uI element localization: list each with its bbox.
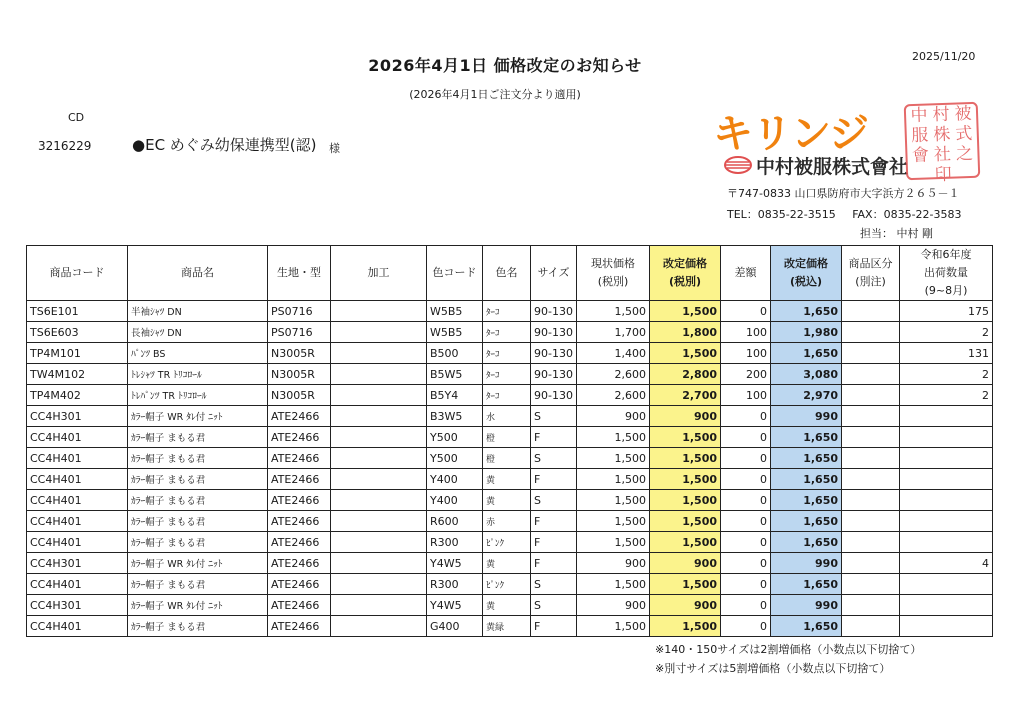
cell-category [842,595,900,616]
cell-color-code: Y4W5 [427,553,483,574]
cell-processing [331,385,427,406]
cell-code: TS6E101 [27,301,128,322]
cell-category [842,532,900,553]
header-material: 生地・型 [268,246,331,301]
seal-char: 會 [911,145,930,167]
cell-category [842,490,900,511]
cell-category [842,448,900,469]
cell-processing [331,322,427,343]
cell-code: TP4M101 [27,343,128,364]
cell-size: 90-130 [531,385,577,406]
cell-color-name: 黄 [483,469,531,490]
cell-color-code: R300 [427,532,483,553]
cell-name: 長袖ｼｬﾂ DN [128,322,268,343]
cell-current-price: 1,500 [577,616,650,637]
cell-material: ATE2466 [268,574,331,595]
cell-processing [331,406,427,427]
cell-current-price: 1,500 [577,427,650,448]
cell-material: ATE2466 [268,427,331,448]
customer-cd-label: CD [68,111,85,124]
document-title: 2026年4月1日 価格改定のお知らせ [368,56,642,75]
cell-new-price: 900 [650,553,721,574]
header-color-name: 色名 [483,246,531,301]
cell-category [842,322,900,343]
cell-new-price: 1,500 [650,616,721,637]
cell-shipments: 2 [900,364,993,385]
cell-code: TS6E603 [27,322,128,343]
seal-char: 印 [934,164,953,186]
cell-current-price: 900 [577,406,650,427]
cell-size: S [531,595,577,616]
table-row [27,490,993,511]
header-color-code: 色コード [427,246,483,301]
cell-diff: 100 [721,385,771,406]
cell-current-price: 1,500 [577,532,650,553]
cell-new-price-tax: 1,980 [771,322,842,343]
cell-size: F [531,553,577,574]
cell-shipments: 4 [900,553,993,574]
cell-color-name: 水 [483,406,531,427]
cell-current-price: 900 [577,595,650,616]
cell-new-price: 2,700 [650,385,721,406]
cell-size: F [531,532,577,553]
cell-category [842,427,900,448]
cell-code: CC4H301 [27,595,128,616]
seal-char: 服 [910,125,929,147]
cell-processing [331,301,427,322]
header-new-price: 改定価格 (税別) [650,246,721,301]
cell-diff: 0 [721,511,771,532]
cell-new-price-tax: 1,650 [771,574,842,595]
cell-new-price-tax: 990 [771,406,842,427]
cell-color-code: Y500 [427,448,483,469]
cell-material: PS0716 [268,322,331,343]
cell-color-code: Y400 [427,490,483,511]
cell-new-price: 2,800 [650,364,721,385]
table-body [27,301,993,637]
cell-name: ｶﾗｰ帽子 まもる君 [128,469,268,490]
cell-size: S [531,490,577,511]
cell-name: ﾄﾚｼｬﾂ TR ﾄﾘｺﾛｰﾙ [128,364,268,385]
cell-category [842,511,900,532]
customer-honorific: 様 [329,142,340,155]
cell-color-name: ﾀｰｺ [483,322,531,343]
cell-color-name: 黄 [483,490,531,511]
seal-char: 社 [933,144,952,166]
cell-color-code: Y400 [427,469,483,490]
cell-color-name: 黄 [483,553,531,574]
cell-name: ｶﾗｰ帽子 WR ﾀﾚ付 ﾆｯﾄ [128,406,268,427]
table-row [27,448,993,469]
note-size-surcharge: ※140・150サイズは2割増価格（小数点以下切捨て） [655,643,922,656]
cell-color-code: R300 [427,574,483,595]
cell-color-code: B500 [427,343,483,364]
cell-category [842,469,900,490]
table-row [27,532,993,553]
cell-new-price: 1,500 [650,574,721,595]
cell-color-name: ﾀｰｺ [483,385,531,406]
cell-code: CC4H401 [27,448,128,469]
table-row [27,616,993,637]
cell-current-price: 1,500 [577,301,650,322]
cell-diff: 0 [721,469,771,490]
brand-mark-icon [724,156,752,174]
cell-new-price-tax: 1,650 [771,301,842,322]
cell-shipments [900,595,993,616]
cell-shipments: 175 [900,301,993,322]
cell-color-code: Y500 [427,427,483,448]
cell-color-name: ﾋﾟﾝｸ [483,574,531,595]
cell-name: ｶﾗｰ帽子 まもる君 [128,490,268,511]
cell-shipments [900,490,993,511]
cell-size: F [531,427,577,448]
company-logo-katakana: キリンジ [713,111,868,157]
cell-size: 90-130 [531,343,577,364]
table-row [27,595,993,616]
cell-new-price: 1,500 [650,448,721,469]
cell-category [842,301,900,322]
cell-size: 90-130 [531,364,577,385]
table-row [27,406,993,427]
table-row [27,301,993,322]
cell-shipments [900,406,993,427]
cell-diff: 0 [721,427,771,448]
cell-processing [331,574,427,595]
seal-char: 村 [932,104,950,126]
seal-char: 株 [932,124,951,146]
cell-material: ATE2466 [268,511,331,532]
cell-code: CC4H401 [27,574,128,595]
cell-name: ｶﾗｰ帽子 WR ﾀﾚ付 ﾆｯﾄ [128,553,268,574]
cell-color-name: 黄 [483,595,531,616]
cell-shipments [900,448,993,469]
header-size: サイズ [531,246,577,301]
cell-color-code: W5B5 [427,301,483,322]
table-row [27,364,993,385]
cell-category [842,553,900,574]
company-address: 〒747-0833 山口県防府市大字浜方２６５－１ [727,187,960,200]
cell-processing [331,553,427,574]
cell-size: 90-130 [531,322,577,343]
cell-name: ﾄﾚﾊﾟﾝﾂ TR ﾄﾘｺﾛｰﾙ [128,385,268,406]
cell-new-price: 1,500 [650,427,721,448]
cell-diff: 0 [721,553,771,574]
cell-shipments [900,532,993,553]
cell-new-price: 1,500 [650,532,721,553]
cell-diff: 0 [721,490,771,511]
cell-shipments [900,469,993,490]
table-row [27,553,993,574]
cell-processing [331,511,427,532]
seal-char: 之 [955,143,974,165]
cell-shipments [900,616,993,637]
cell-size: F [531,511,577,532]
cell-new-price: 1,500 [650,490,721,511]
cell-size: S [531,574,577,595]
cell-shipments: 131 [900,343,993,364]
cell-material: ATE2466 [268,553,331,574]
cell-material: N3005R [268,385,331,406]
cell-color-code: Y4W5 [427,595,483,616]
cell-name: ｶﾗｰ帽子 まもる君 [128,448,268,469]
cell-color-name: ﾀｰｺ [483,301,531,322]
cell-color-name: ﾀｰｺ [483,343,531,364]
cell-new-price: 1,500 [650,469,721,490]
cell-new-price: 900 [650,595,721,616]
cell-shipments [900,574,993,595]
cell-category [842,574,900,595]
cell-name: ｶﾗｰ帽子 まもる君 [128,532,268,553]
cell-color-name: 橙 [483,427,531,448]
cell-shipments: 2 [900,385,993,406]
cell-new-price: 1,800 [650,322,721,343]
header-code: 商品コード [27,246,128,301]
cell-current-price: 1,500 [577,574,650,595]
cell-color-code: R600 [427,511,483,532]
cell-diff: 100 [721,343,771,364]
cell-color-code: G400 [427,616,483,637]
seal-char: 被 [954,103,972,125]
cell-current-price: 1,400 [577,343,650,364]
cell-diff: 0 [721,301,771,322]
cell-new-price-tax: 1,650 [771,343,842,364]
cell-name: 半袖ｼｬﾂ DN [128,301,268,322]
cell-color-name: 赤 [483,511,531,532]
cell-current-price: 1,500 [577,469,650,490]
cell-color-code: B3W5 [427,406,483,427]
table-row [27,469,993,490]
cell-material: ATE2466 [268,532,331,553]
cell-color-name: 黄緑 [483,616,531,637]
cell-code: CC4H401 [27,532,128,553]
cell-code: CC4H401 [27,427,128,448]
cell-processing [331,595,427,616]
cell-new-price-tax: 3,080 [771,364,842,385]
company-phone-fax: TEL：0835-22-3515 FAX：0835-22-3583 [727,208,962,221]
cell-color-name: ﾋﾟﾝｸ [483,532,531,553]
cell-new-price: 1,500 [650,301,721,322]
cell-color-code: B5W5 [427,364,483,385]
cell-diff: 0 [721,448,771,469]
cell-new-price-tax: 1,650 [771,616,842,637]
cell-size: F [531,469,577,490]
table-row [27,385,993,406]
cell-new-price-tax: 1,650 [771,490,842,511]
cell-size: F [531,616,577,637]
table-row [27,322,993,343]
cell-current-price: 1,500 [577,490,650,511]
cell-processing [331,490,427,511]
cell-new-price-tax: 1,650 [771,427,842,448]
cell-processing [331,364,427,385]
cell-code: CC4H401 [27,469,128,490]
cell-material: ATE2466 [268,595,331,616]
cell-name: ｶﾗｰ帽子 まもる君 [128,616,268,637]
cell-category [842,364,900,385]
cell-color-code: W5B5 [427,322,483,343]
table-header-row [27,246,993,301]
cell-material: ATE2466 [268,490,331,511]
seal-char: 中 [910,105,928,127]
cell-color-name: 橙 [483,448,531,469]
cell-code: TW4M102 [27,364,128,385]
cell-material: N3005R [268,343,331,364]
cell-current-price: 1,500 [577,511,650,532]
cell-color-name: ﾀｰｺ [483,364,531,385]
cell-new-price-tax: 1,650 [771,532,842,553]
cell-code: CC4H301 [27,553,128,574]
cell-diff: 0 [721,574,771,595]
company-name: 中村被服株式會社 [756,156,909,178]
header-name: 商品名 [128,246,268,301]
cell-name: ｶﾗｰ帽子 まもる君 [128,574,268,595]
cell-new-price: 900 [650,406,721,427]
cell-new-price: 1,500 [650,343,721,364]
cell-size: S [531,448,577,469]
document-subtitle: (2026年4月1日ご注文分より適用) [409,88,581,101]
cell-name: ﾊﾟﾝﾂ BS [128,343,268,364]
cell-new-price: 1,500 [650,511,721,532]
company-contact-person: 担当： 中村 剛 [860,227,933,240]
table-row [27,427,993,448]
cell-new-price-tax: 990 [771,595,842,616]
cell-current-price: 1,700 [577,322,650,343]
cell-color-code: B5Y4 [427,385,483,406]
cell-new-price-tax: 2,970 [771,385,842,406]
table-row [27,511,993,532]
cell-processing [331,343,427,364]
cell-current-price: 2,600 [577,364,650,385]
cell-category [842,385,900,406]
cell-code: TP4M402 [27,385,128,406]
cell-processing [331,427,427,448]
cell-category [842,616,900,637]
cell-diff: 0 [721,532,771,553]
cell-diff: 200 [721,364,771,385]
cell-category [842,343,900,364]
customer-name: ●EC めぐみ幼保連携型(認) [132,136,317,154]
cell-size: 90-130 [531,301,577,322]
cell-processing [331,469,427,490]
cell-shipments [900,511,993,532]
cell-current-price: 1,500 [577,448,650,469]
cell-diff: 100 [721,322,771,343]
cell-material: ATE2466 [268,469,331,490]
header-category: 商品区分 (別注) [842,246,900,301]
cell-current-price: 2,600 [577,385,650,406]
cell-material: ATE2466 [268,448,331,469]
customer-code: 3216229 [38,139,92,153]
cell-name: ｶﾗｰ帽子 まもる君 [128,511,268,532]
cell-material: ATE2466 [268,406,331,427]
cell-name: ｶﾗｰ帽子 まもる君 [128,427,268,448]
cell-name: ｶﾗｰ帽子 WR ﾀﾚ付 ﾆｯﾄ [128,595,268,616]
company-seal-stamp [904,102,981,186]
cell-code: CC4H401 [27,511,128,532]
note-custom-size-surcharge: ※別寸サイズは5割増価格（小数点以下切捨て） [655,662,891,675]
cell-size: S [531,406,577,427]
cell-new-price-tax: 1,650 [771,469,842,490]
header-diff: 差額 [721,246,771,301]
header-shipments: 令和6年度 出荷数量 (9~8月) [900,246,993,301]
cell-new-price-tax: 1,650 [771,448,842,469]
cell-code: CC4H301 [27,406,128,427]
cell-category [842,406,900,427]
cell-material: ATE2466 [268,616,331,637]
table-row [27,574,993,595]
cell-processing [331,448,427,469]
cell-current-price: 900 [577,553,650,574]
cell-diff: 0 [721,406,771,427]
issue-date: 2025/11/20 [912,50,976,63]
seal-char: 式 [954,123,973,145]
header-new-price-tax: 改定価格 (税込) [771,246,842,301]
cell-material: PS0716 [268,301,331,322]
header-current-price: 現状価格 (税別) [577,246,650,301]
cell-shipments: 2 [900,322,993,343]
cell-shipments [900,427,993,448]
cell-processing [331,532,427,553]
cell-material: N3005R [268,364,331,385]
cell-new-price-tax: 990 [771,553,842,574]
header-processing: 加工 [331,246,427,301]
cell-new-price-tax: 1,650 [771,511,842,532]
cell-code: CC4H401 [27,490,128,511]
price-table [26,245,993,637]
cell-code: CC4H401 [27,616,128,637]
cell-diff: 0 [721,616,771,637]
cell-processing [331,616,427,637]
cell-diff: 0 [721,595,771,616]
table-row [27,343,993,364]
